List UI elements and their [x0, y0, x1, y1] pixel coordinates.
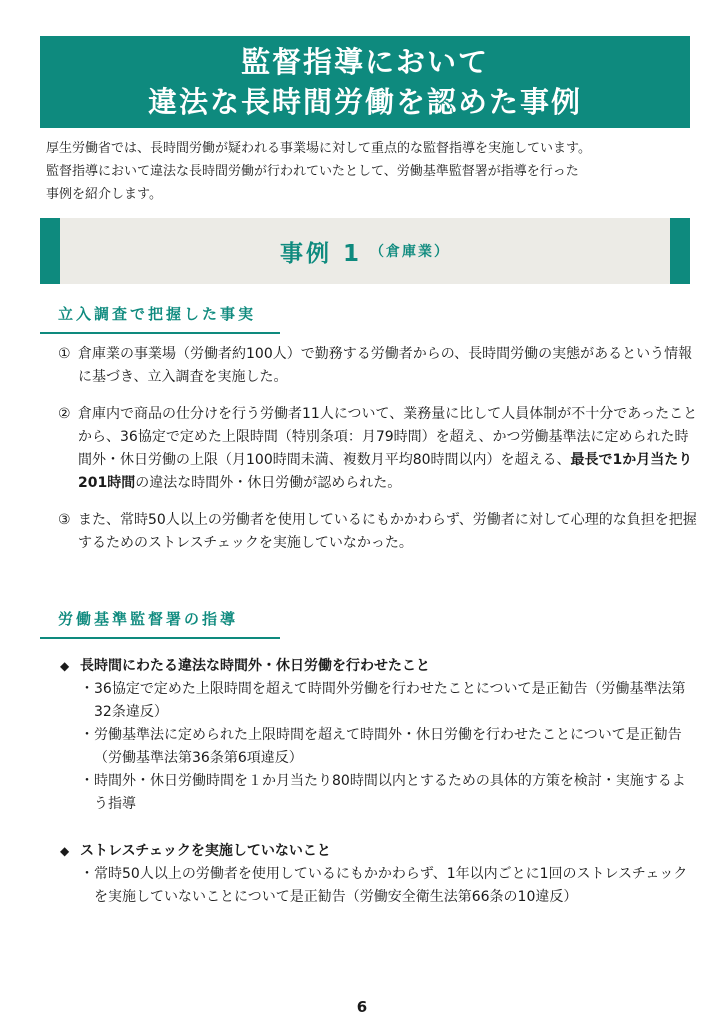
case-banner	[40, 218, 690, 284]
guidance-bullet-text: 常時50人以上の労働者を使用しているにもかかわらず、1年以内ごとに1回のストレスチェックを実施していないことについて是正勧告（労働安全衛生法第66条の10違反）	[94, 866, 688, 905]
page-number: 6	[356, 998, 368, 1016]
guidance-group	[60, 655, 690, 816]
guidance-bullet	[60, 770, 690, 816]
bullet-dot-icon: ・	[80, 727, 94, 743]
fact-text-after: の違法な時間外・休日労働が認められた。	[135, 475, 402, 491]
facts-section-heading: 立入調査で把握した事実	[40, 303, 280, 334]
fact-number: ③	[58, 512, 71, 528]
fact-number: ②	[58, 406, 71, 422]
guidance-group-header	[60, 655, 690, 678]
title-banner	[40, 36, 690, 128]
bullet-dot-icon: ・	[80, 866, 94, 882]
guidance-bullet	[60, 863, 690, 909]
fact-item	[58, 343, 698, 389]
diamond-icon: ◆	[60, 844, 70, 858]
guidance-group	[60, 840, 690, 909]
fact-text-emphasis: 最長で1か月当たり201時間	[78, 452, 693, 491]
intro-line-1: 厚生労働省では、長時間労働が疑われる事業場に対して重点的な監督指導を実施しています。	[46, 141, 591, 156]
fact-item	[58, 403, 698, 495]
guidance-bullet-text: 36協定で定めた上限時間を超えて時間外労働を行わせたことについて是正勧告（労働基準法第32条違反）	[94, 681, 686, 720]
guidance-bullet	[60, 724, 690, 770]
guidance-bullet-text: 労働基準法に定められた上限時間を超えて時間外・休日労働を行わせたことについて是正勧告（労働基準法第36条第6項違反）	[94, 727, 682, 766]
bullet-dot-icon: ・	[80, 681, 94, 697]
fact-text-before: 倉庫内で商品の仕分けを行う労働者11人について、業務量に比して人員体制が不十分であったことから、36協定で定めた上限時間（特別条項：月79時間）を超え、かつ労働基準法に定められた時間外・休日労働の上限（月100時間未満、複数月平均80時間以内）を超える、	[78, 406, 698, 468]
intro-paragraph	[46, 137, 686, 206]
title-line-2: 違法な長時間労働を認めた事例	[147, 85, 582, 119]
fact-text: 倉庫業の事業場（労働者約100人）で勤務する労働者からの、長時間労働の実態があるという情報に基づき、立入調査を実施した。	[78, 346, 693, 385]
guidance-bullet	[60, 678, 690, 724]
guidance-group-title: 長時間にわたる違法な時間外・休日労働を行わせたこと	[80, 658, 430, 674]
bullet-dot-icon: ・	[80, 773, 94, 789]
title-line-1: 監督指導において	[240, 45, 489, 79]
case-industry: （倉庫業）	[370, 244, 450, 260]
fact-item	[58, 509, 698, 555]
diamond-icon: ◆	[60, 659, 70, 673]
guidance-section-heading: 労働基準監督署の指導	[40, 608, 280, 639]
guidance-bullet-text: 時間外・休日労働時間を１か月当たり80時間以内とするための具体的方策を検討・実施するよう指導	[94, 773, 686, 812]
fact-text	[78, 403, 698, 495]
guidance-group-header	[60, 840, 690, 863]
case-title: 事例 1	[279, 240, 362, 267]
fact-text: また、常時50人以上の労働者を使用しているにもかかわらず、労働者に対して心理的な負担を把握するためのストレスチェックを実施していなかった。	[78, 512, 697, 551]
intro-line-2: 監督指導において違法な長時間労働が行われていたとして、労働基準監督署が指導を行った	[46, 164, 579, 179]
fact-number: ①	[58, 346, 71, 362]
guidance-list	[60, 655, 690, 933]
intro-line-3: 事例を紹介します。	[46, 187, 162, 202]
facts-list	[58, 343, 698, 569]
guidance-group-title: ストレスチェックを実施していないこと	[80, 843, 331, 859]
